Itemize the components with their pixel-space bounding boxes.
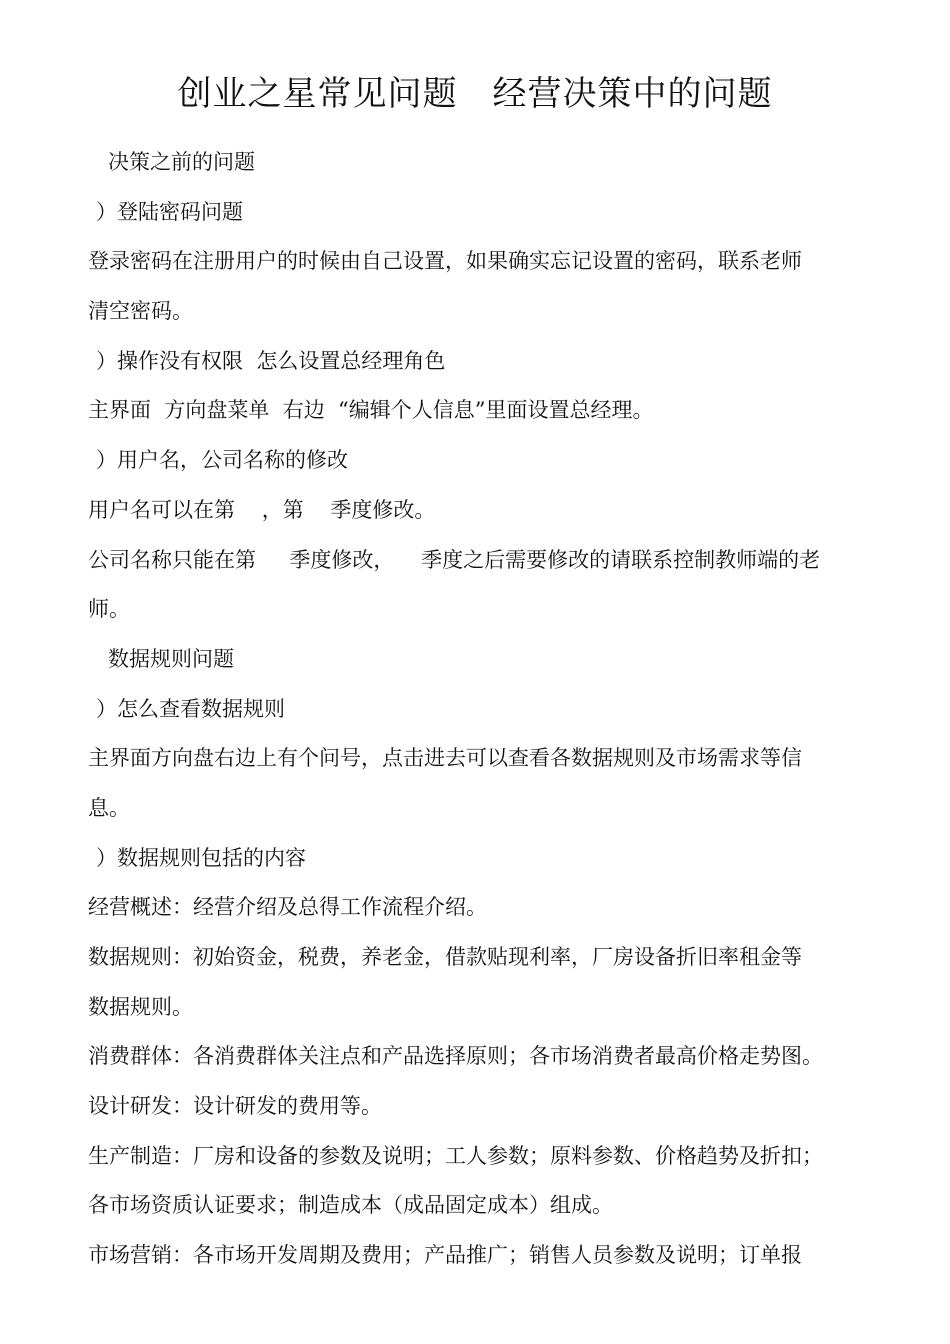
sub-heading: ）操作没有权限 怎么设置总经理角色	[96, 348, 446, 373]
page-title: 创业之星常见问题 经营决策中的问题	[177, 74, 773, 114]
paragraph-line: 公司名称只能在第 季度修改， 季度之后需要修改的请联系控制教师端的老	[88, 547, 821, 572]
document-body	[88, 138, 860, 1281]
sub-heading: ）数据规则包括的内容	[96, 845, 306, 870]
sub-heading: ）用户名，公司名称的修改	[96, 448, 348, 473]
paragraph-line: 主界面 方向盘菜单 右边 “编辑个人信息”里面设置总经理。	[88, 398, 654, 423]
section-heading: 决策之前的问题	[108, 150, 255, 174]
paragraph-line: 息。	[88, 795, 130, 820]
paragraph-line: 生产制造：厂房和设备的参数及说明；工人参数；原料参数、价格趋势及折扣；	[88, 1143, 823, 1168]
paragraph-line: 数据规则：初始资金，税费，养老金，借款贴现利率，厂房设备折旧率租金等	[88, 945, 802, 969]
paragraph-line: 用户名可以在第 ，第 季度修改。	[88, 497, 436, 522]
paragraph-line: 经营概述：经营介绍及总得工作流程介绍。	[88, 895, 487, 920]
paragraph-line: 主界面方向盘右边上有个问号，点击进去可以查看各数据规则及市场需求等信	[88, 746, 802, 771]
paragraph-line: 市场营销：各市场开发周期及费用；产品推广；销售人员参数及说明；订单报	[88, 1243, 802, 1268]
paragraph-line: 师。	[88, 597, 130, 622]
paragraph-line: 各市场资质认证要求；制造成本（成品固定成本）组成。	[88, 1193, 613, 1218]
paragraph-line: 设计研发：设计研发的费用等。	[88, 1094, 382, 1119]
paragraph-line: 清空密码。	[88, 299, 193, 324]
section-heading: 数据规则问题	[108, 646, 234, 671]
paragraph-line: 数据规则。	[88, 994, 193, 1019]
paragraph-line: 登录密码在注册用户的时候由自己设置，如果确实忘记设置的密码，联系老师	[88, 249, 802, 274]
sub-heading: ）登陆密码问题	[96, 199, 243, 224]
paragraph-line: 消费群体：各消费群体关注点和产品选择原则；各市场消费者最高价格走势图。	[88, 1044, 823, 1069]
sub-heading: ）怎么查看数据规则	[96, 696, 285, 721]
